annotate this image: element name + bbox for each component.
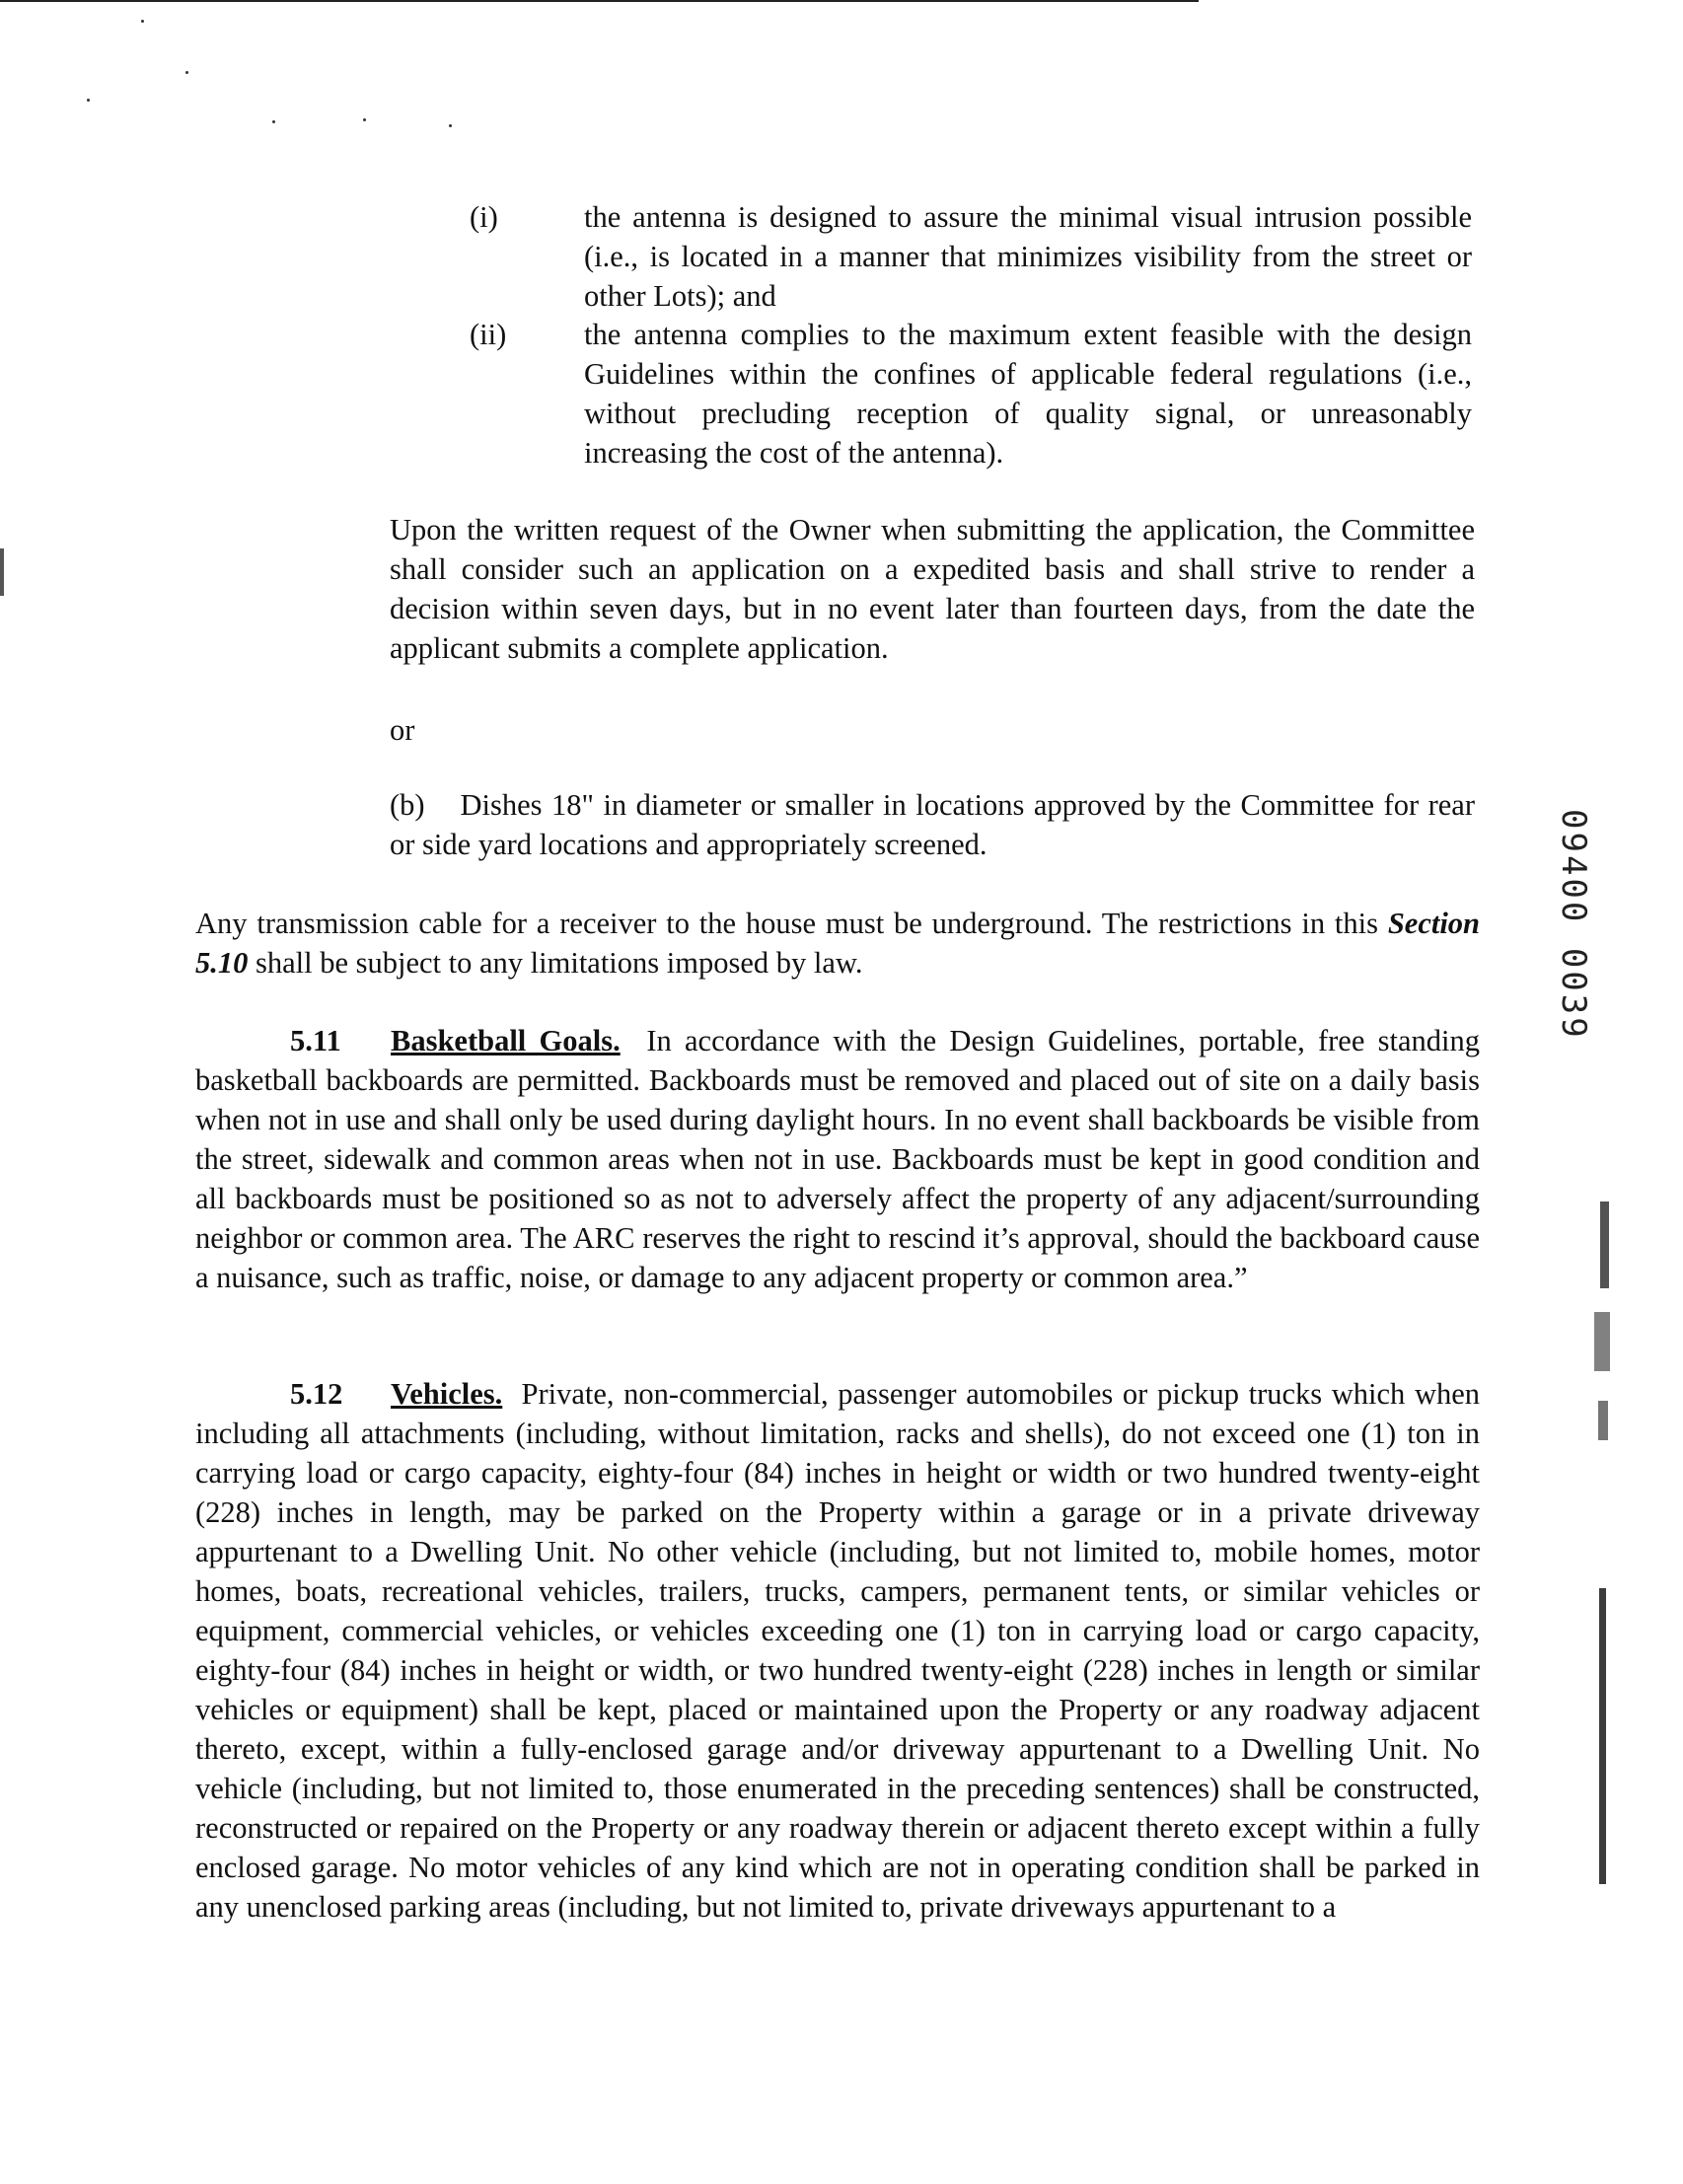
transmission-text-after: shall be subject to any limitations imposed by law.: [256, 946, 863, 980]
scan-smudge: [1598, 1401, 1608, 1440]
transmission-text-before: Any transmission cable for a receiver to the house must be underground. The restrictions in this: [195, 907, 1378, 940]
section-body: Private, non-commercial, passenger automobiles or pickup trucks which when including all attachments (including, without limitation, racks and shells), do not exceed one (1) ton in carrying load or cargo capacity, eighty-four (84) inches in height or width or two hundred twenty-eight (228) inches in length, may be parked on the Property within a garage or in a private driveway appurtenant to a Dwelling Unit. No other vehicle (including, but not limited to, mobile homes, motor homes, boats, recreational vehicles, trailers, trucks, campers, permanent tents, or similar vehicles or equipment, commercial vehicles, or vehicles exceeding one (1) ton in carrying load or cargo capacity, eighty-four (84) inches in height or width, or two hundred twenty-eight (228) inches in length or similar vehicles or equipment) shall be kept, placed or maintained upon the Property or any roadway adjacent thereto, except, within a fully-enclosed garage and/or driveway appurtenant to a Dwelling Unit. No vehicle (including, but not limited to, those enumerated in the preceding sentences) shall be constructed, reconstructed or repaired on the Property or any roadway therein or adjacent thereto except within a fully enclosed garage. No motor vehicles of any kind which are not in operating condition shall be parked in any unenclosed parking areas (including, but not limited to, private driveways appurtenant to a: [195, 1377, 1481, 1924]
section-body: In accordance with the Design Guidelines, portable, free standing basketball backboards are permitted. Backboards must be removed and placed out of site on a daily basis when not in use and shall only be used during daylight hours. In no event shall backboards be visible from the street, sidewalk and common areas when not in use. Backboards must be kept in good condition and all backboards must be positioned so as not to adversely affect the property of any adjacent/surrounding neighbor or common area. The ARC reserves the right to rescind it’s approval, should the backboard cause a nuisance, such as traffic, noise, or damage to any adjacent property or common area.”: [195, 1024, 1480, 1294]
scan-speck: [363, 118, 366, 121]
item-b-text: Dishes 18" in diameter or smaller in locations approved by the Committee for rear or side yard locations and appropriately screened.: [390, 788, 1475, 861]
list-item-label: (i): [470, 200, 498, 234]
scan-speck: [87, 99, 90, 102]
transmission-paragraph: [195, 904, 1480, 983]
scan-speck: [185, 71, 188, 74]
list-item-text: the antenna is designed to assure the minimal visual intrusion possible (i.e., is located in a manner that minimizes visibility from the street or other Lots); and: [584, 200, 1472, 313]
section-5-12: [195, 1374, 1480, 1927]
item-b-label: (b): [390, 788, 425, 822]
item-b-paragraph: [390, 785, 1475, 864]
section-number: 5.11: [290, 1024, 341, 1057]
margin-stamp-number: 09400 0039: [1554, 809, 1593, 1041]
section-number: 5.12: [290, 1377, 343, 1411]
list-item-label: (ii): [470, 318, 507, 351]
section-title: Vehicles.: [391, 1377, 503, 1411]
upon-request-paragraph: Upon the written request of the Owner when submitting the application, the Committee shall consider such an application on a expedited basis and shall strive to render a decision within seven days, but in no event later than fourteen days, from the date the applicant submits a complete application.: [390, 513, 1475, 665]
section-reference: Section 5.10: [195, 907, 1481, 980]
scan-smudge: [1594, 1312, 1610, 1371]
section-5-11: [195, 1021, 1480, 1297]
scan-speck: [141, 20, 144, 23]
scan-speck: [449, 124, 452, 127]
scan-edge-mark: [0, 548, 4, 596]
scan-edge-line: [0, 0, 1199, 2]
scan-speck: [272, 120, 275, 123]
scan-smudge: [1599, 1588, 1606, 1884]
or-text: or: [390, 713, 415, 747]
list-item-text: the antenna complies to the maximum extent feasible with the design Guidelines within the confines of applicable federal regulations (i.e., without precluding reception of quality signal, or unreasonably increasing the cost of the antenna).: [584, 318, 1472, 470]
scan-smudge: [1600, 1201, 1609, 1288]
section-title: Basketball Goals.: [391, 1024, 621, 1057]
